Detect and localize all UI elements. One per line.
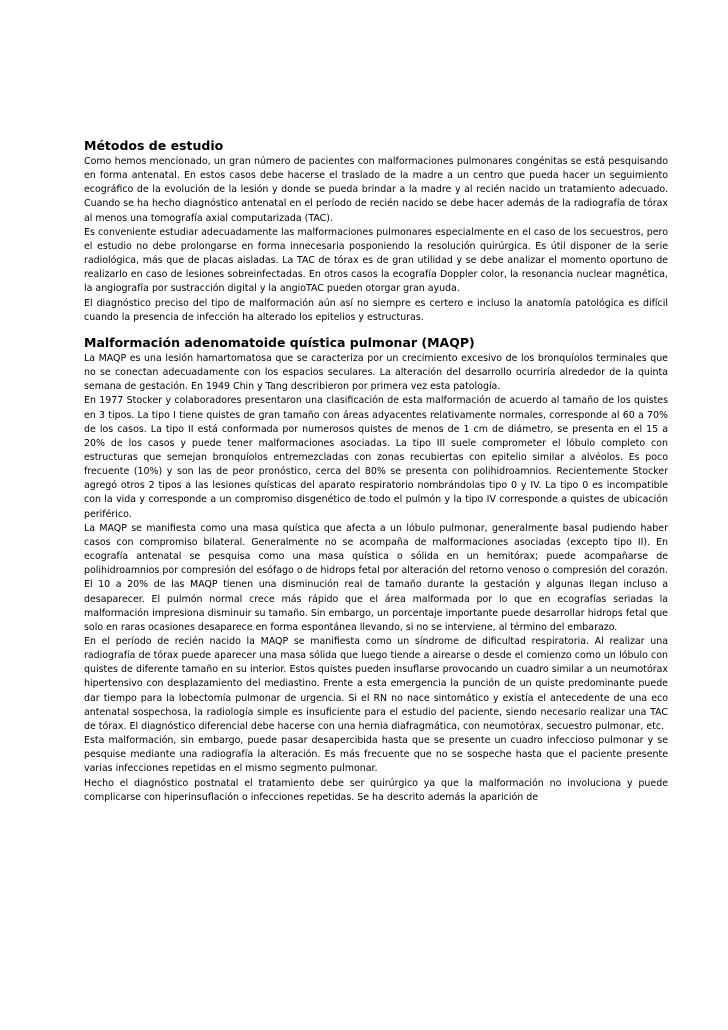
paragraph: La MAQP es una lesión hamartomatosa que se caracteriza por un crecimiento excesivo de los bronquíolos terminales que no se conectan adecuadamente con los espacios seculares. La alteración del desarrollo ocurriría alrededor de la quinta semana de gestación. En 1949 Chin y Tang describieron por primera vez esta patología.: [84, 352, 668, 393]
paragraph: La MAQP se manifiesta como una masa quística que afecta a un lóbulo pulmonar, generalmente basal pudiendo haber casos con compromiso bilateral. Generalmente no se acompaña de malformaciones asociadas (excepto tipo II). En ecografía antenatal se pesquisa como una masa quística o sólida en un hemitórax; puede acompañarse de polihidroamnios por compresión del esófago o de hidrops fetal por alteración del retorno venoso o compresión del corazón. El 10 a 20% de las MAQP tienen una disminución real de tamaño durante la gestación y algunas llegan incluso a desaparecer. El pulmón normal crece más rápido que el área malformada por lo que en ecografías seriadas la malformación impresiona disminuir su tamaño. Sin embargo, un porcentaje importante puede desarrollar hidrops fetal que solo en raras ocasiones desaparece en forma espontánea llevando, si no se interviene, al término del embarazo.: [84, 522, 668, 633]
paragraph: Es conveniente estudiar adecuadamente las malformaciones pulmonares especialmente en el caso de los secuestros, pero el estudio no debe prolongarse en forma innecesaria posponiendo la resolución quirúrgica. Es útil disponer de la serie radiológica, más que de placas aisladas. La TAC de tórax es de gran utilidad y se debe analizar el momento oportuno de realizarlo en caso de lesiones sobreinfectadas. En otros casos la ecografía Doppler color, la resonancia nuclear magnética, la angiografía por sustracción digital y la angioTAC pueden otorgar gran ayuda.: [84, 226, 668, 295]
paragraph: En el período de recién nacido la MAQP se manifiesta como un síndrome de dificultad respiratoria. Al realizar una radiografía de tórax puede aparecer una masa sólida que luego tiende a airearse o desde el comienzo como un lóbulo con quistes de diferente tamaño en su interior. Estos quistes pueden insuflarse provocando un cuadro similar a un neumotórax hipertensivo con desplazamiento del mediastino. Frente a esta emergencia la punción de un quiste predominante puede dar tiempo para la lobectomía pulmonar de urgencia. Si el RN no nace sintomático y existía el antecedente de una eco antenatal sospechosa, la radiología simple es insuficiente para el estudio del paciente, siendo necesario realizar una TAC de tórax. El diagnóstico diferencial debe hacerse con una hernia diafragmática, con neumotórax, secuestro pulmonar, etc.: [84, 636, 668, 732]
paragraph: Esta malformación, sin embargo, puede pasar desapercibida hasta que se presente un cuadro infeccioso pulmonar y se pesquise mediante una radiografía la alteración. Es más frecuente que no se sospeche hasta que el paciente presente varias infecciones repetidas en el mismo segmento pulmonar.: [84, 735, 668, 775]
section-heading: Métodos de estudio: [84, 138, 224, 153]
document-page: [84, 138, 668, 805]
paragraph: El diagnóstico preciso del tipo de malformación aún así no siempre es certero e incluso la anatomía patológica es difícil cuando la presencia de infección ha alterado los epitelios y estructuras.: [84, 297, 668, 323]
section-spacer: [84, 325, 668, 335]
section-maqp: [84, 335, 668, 805]
paragraph: Como hemos mencionado, un gran número de pacientes con malformaciones pulmonares congénitas se está pesquisando en forma antenatal. En estos casos debe hacerse el traslado de la madre a un centro que pueda hacer un seguimiento ecográfico de la evolución de la lesión y donde se pueda brindar a la madre y al recién nacido un tratamiento adecuado. Cuando se ha hecho diagnóstico antenatal en el período de recién nacido se debe hacer además de la radiografía de tórax al menos una tomografía axial computarizada (TAC).: [84, 156, 668, 224]
section-metodos-de-estudio: [84, 138, 668, 325]
paragraph: En 1977 Stocker y colaboradores presentaron una clasificación de esta malformación de acuerdo al tamaño de los quistes en 3 tipos. La tipo I tiene quistes de gran tamaño con áreas adyacentes relativamente normales, corresponde al 60 a 70% de los casos. La tipo II está conformada por numerosos quistes de menos de 1 cm de diámetro, se presenta en el 15 a 20% de los casos y puede tener malformaciones asociadas. La tipo III suele comprometer el lóbulo completo con estructuras que semejan bronquíolos entremezcladas con zonas recubiertas con epitelio similar a alvéolos. Es poco frecuente (10%) y son las de peor pronóstico, cerca del 80% se presenta con polihidroamnios. Recientemente Stocker agregó otros 2 tipos a las lesiones quísticas del aparato respiratorio nombrándolas tipo 0 y IV. La tipo 0 es incompatible con la vida y corresponde a un compromiso disgenético de todo el pulmón y la tipo IV corresponde a quistes de ubicación periférico.: [84, 395, 668, 520]
paragraph: Hecho el diagnóstico postnatal el tratamiento debe ser quirúrgico ya que la malformación no involuciona y puede complicarse con hiperinsuflación o infecciones repetidas. Se ha descrito además la aparición de: [84, 777, 668, 803]
section-heading: Malformación adenomatoide quística pulmonar (MAQP): [84, 334, 475, 350]
